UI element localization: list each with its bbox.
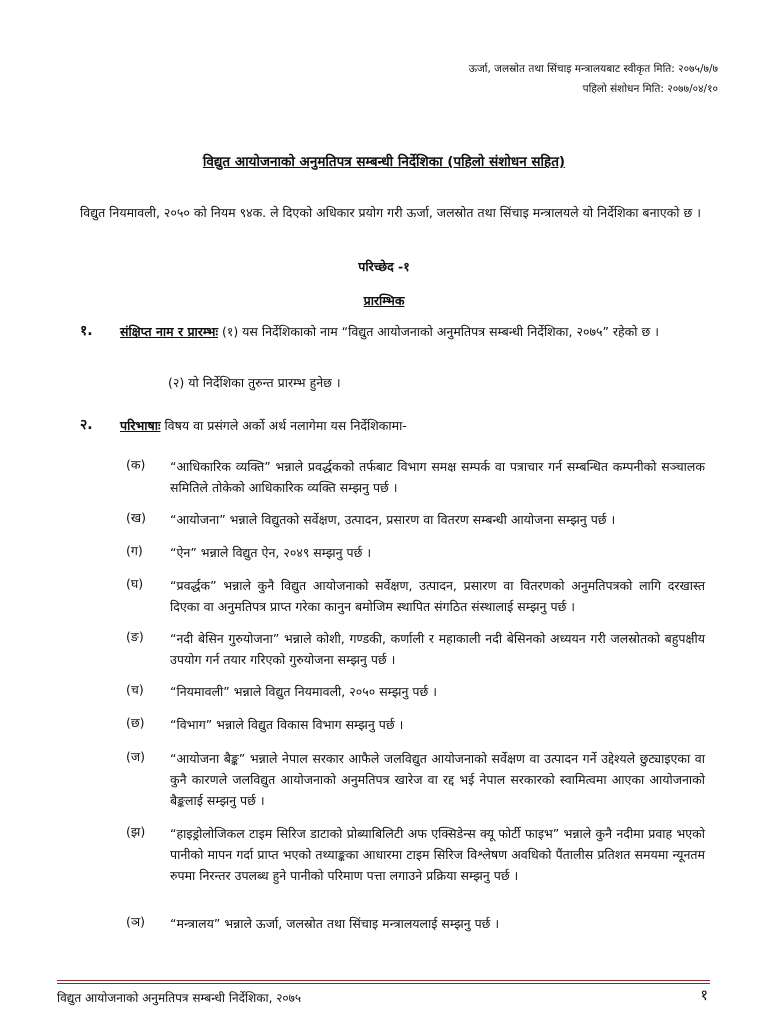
definition-text: “प्रवर्द्धक” भन्नाले कुनै विद्युत आयोजनाको सर्वेक्षण, उत्पादन, प्रसारण वा वितरणको अनुमतिपत्रको लागि दरखास्त दिएका वा अनुमतिपत्र प्राप्त गरेका कानुन बमोजिम स्थापित संगठित संस्थालाई सम्झनु पर्छ । xyxy=(170,578,705,614)
definition-text: “नियमावली” भन्नाले विद्युत नियमावली, २०५० सम्झनु पर्छ । xyxy=(170,684,437,699)
definition-text: “विभाग” भन्नाले विद्युत विकास विभाग सम्झनु पर्छ । xyxy=(170,717,404,732)
definition-label: (ङ) xyxy=(126,629,144,644)
document-title: विद्युत आयोजनाको अनुमतिपत्र सम्बन्धी निर्देशिका (पहिलो संशोधन सहित) xyxy=(202,154,566,170)
chapter-title: प्रारम्भिक xyxy=(363,293,405,308)
section-1-number: १. xyxy=(80,323,93,339)
definition-label: (घ) xyxy=(126,576,144,591)
definition-label: (झ) xyxy=(126,824,146,839)
section-1-heading: संक्षिप्त नाम र प्रारम्भः xyxy=(120,324,218,339)
intro-paragraph: विद्युत नियमावली, २०५० को नियम ९४क. ले दिएको अधिकार प्रयोग गरी ऊर्जा, जलस्रोत तथा सिंचाइ मन्त्रालयले यो निर्देशिका बनाएको छ । xyxy=(80,205,701,220)
definition-text: “हाइड्रोलोजिकल टाइम सिरिज डाटाको प्रोब्याबिलिटी अफ एक्सिडेन्स क्यू फोर्टी फाइभ” भन्नाले कुनै नदीमा प्रवाह भएको पानीको मापन गर्दा प्राप्त भएको तथ्याङ्कका आधारमा टाइम सिरिज विश्लेषण अवधिको पैंतालीस प्रतिशत समयमा न्यूनतम रुपमा निरन्तर उपलब्ध हुने पानीको परिमाण पत्ता लगाउने प्रक्रिया सम्झनु पर्छ । xyxy=(170,826,705,883)
section-2-number: २. xyxy=(80,417,93,433)
amendment-date: पहिलो संशोधन मिति: २०७७/०४/१० xyxy=(582,83,718,95)
definition-text: “आयोजना” भन्नाले विद्युतको सर्वेक्षण, उत्पादन, प्रसारण वा वितरण सम्बन्धी आयोजना सम्झनु पर्छ । xyxy=(170,512,616,527)
page-number: १ xyxy=(700,986,708,1004)
section-1-sub2: (२) यो निर्देशिका तुरुन्त प्रारम्भ हुनेछ । xyxy=(168,375,341,390)
chapter-number: परिच्छेद -१ xyxy=(358,259,410,274)
definition-label: (ञ) xyxy=(126,914,146,929)
section-2-heading: परिभाषाः xyxy=(120,418,161,433)
definition-text: “ऐन” भन्नाले विद्युत ऐन, २०४९ सम्झनु पर्छ । xyxy=(170,545,372,560)
definition-label: (क) xyxy=(126,457,146,472)
definition-text: “मन्त्रालय” भन्नाले ऊर्जा, जलस्रोत तथा सिंचाइ मन्त्रालयलाई सम्झनु पर्छ । xyxy=(170,916,500,931)
definition-label: (छ) xyxy=(126,715,145,730)
section-1-body: (१) यस निर्देशिकाको नाम “विद्युत आयोजनाको अनुमतिपत्र सम्बन्धी निर्देशिका, २०७५” रहेको छ । xyxy=(217,324,659,339)
definition-text: “आधिकारिक व्यक्ति” भन्नाले प्रवर्द्धकको तर्फबाट विभाग समक्ष सम्पर्क वा पत्राचार गर्न सम्बन्धित कम्पनीको सञ्चालक समितिले तोकेको आधिकारिक व्यक्ति सम्झनु पर्छ । xyxy=(170,459,705,495)
section-2-text xyxy=(120,415,705,436)
definition-label: (ज) xyxy=(126,749,146,764)
section-2-body: विषय वा प्रसंगले अर्को अर्थ नलागेमा यस निर्देशिकामा- xyxy=(160,418,407,433)
approval-date: ऊर्जा, जलस्रोत तथा सिंचाइ मन्त्रालयबाट स्वीकृत मिति: २०७५/७/७ xyxy=(468,63,718,75)
definition-label: (ख) xyxy=(126,510,146,525)
definition-text: “नदी बेसिन गुरुयोजना” भन्नाले कोशी, गण्डकी, कर्णाली र महाकाली नदी बेसिनको अध्ययन गरी जलस्रोतको बहुपक्षीय उपयोग गर्न तयार गरिएको गुरुयोजना सम्झनु पर्छ । xyxy=(170,631,705,667)
section-1-text xyxy=(120,321,705,342)
footer-title: विद्युत आयोजनाको अनुमतिपत्र सम्बन्धी निर्देशिका, २०७५ xyxy=(57,991,302,1005)
definition-label: (ग) xyxy=(126,543,143,558)
definition-label: (च) xyxy=(126,682,144,697)
definition-text: “आयोजना बैङ्क” भन्नाले नेपाल सरकार आफैले जलविद्युत आयोजनाको सर्वेक्षण वा उत्पादन गर्ने उद्देश्यले छुट्याइएका वा कुनै कारणले जलविद्युत आयोजनाको अनुमतिपत्र खारेज वा रद्द भई नेपाल सरकारको स्वामित्वमा आएका आयोजनाको बैङ्कलाई सम्झनु पर्छ । xyxy=(170,751,705,808)
footer-rule xyxy=(57,980,710,984)
